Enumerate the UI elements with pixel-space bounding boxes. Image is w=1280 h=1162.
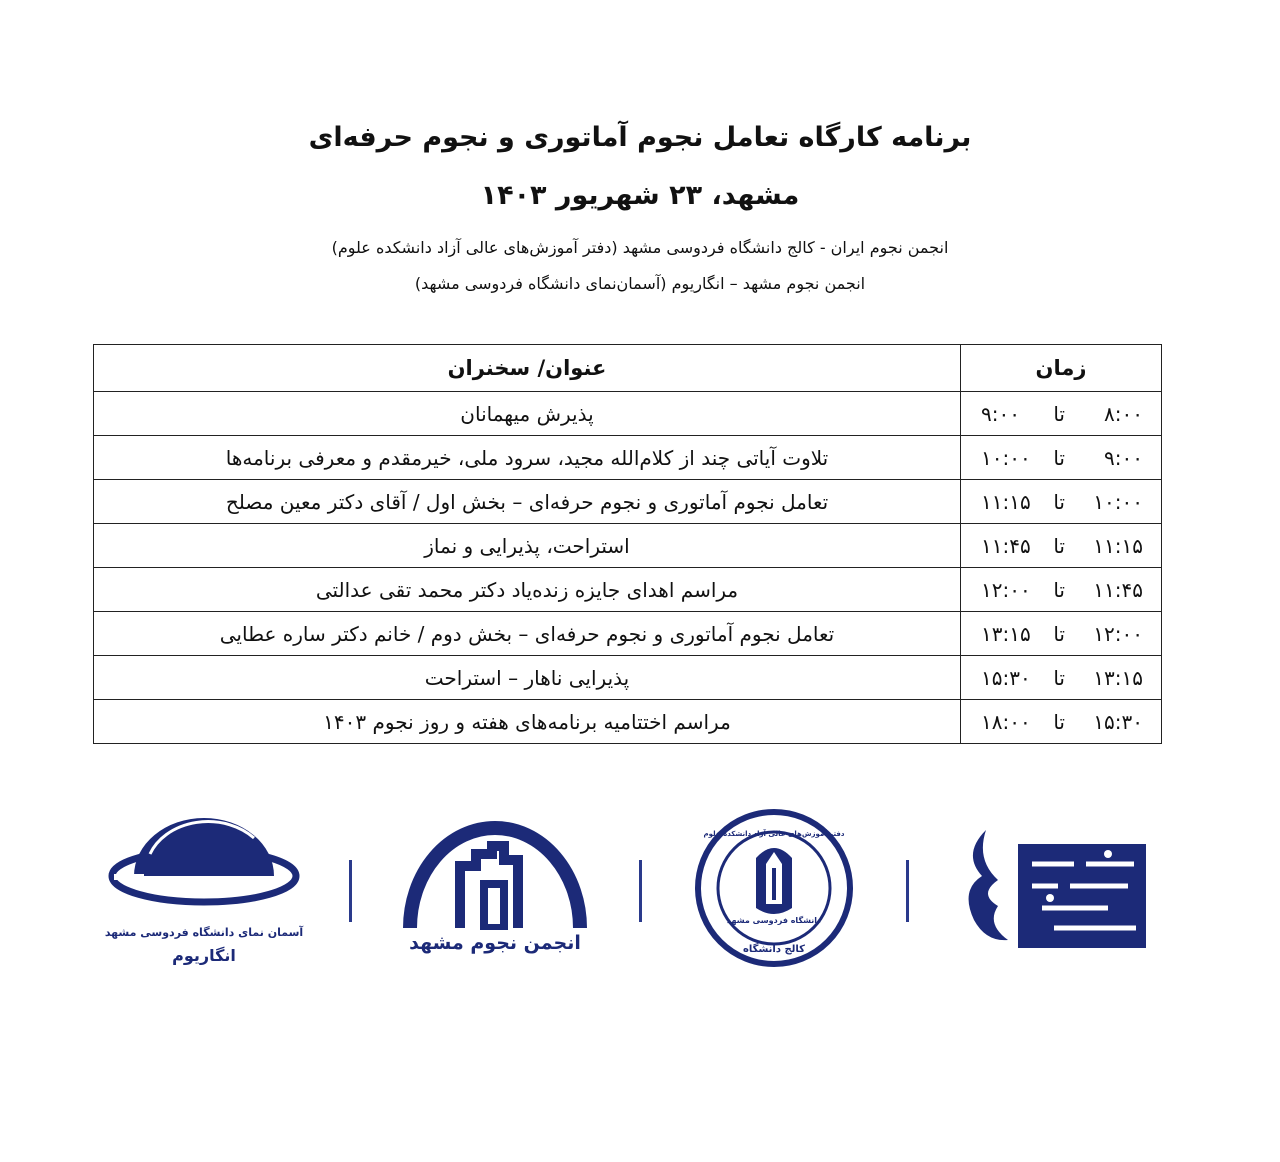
angarium-caption-line-1: آسمان نمای دانشگاه فردوسی مشهد [104,926,304,939]
time-cell [961,524,1162,568]
session-title: تعامل نجوم آماتوری و نجوم حرفه‌ای – بخش اول / آقای دکتر معین مصلح [94,480,961,524]
time-cell [961,612,1162,656]
time-column-header: زمان [961,345,1162,392]
angarium-caption-line-2: انگاریوم [172,946,236,965]
table-row [94,568,1162,612]
table-row [94,700,1162,744]
time-separator: تا [1053,665,1065,690]
table-row [94,524,1162,568]
end-time: ۹:۰۰ [981,401,1020,426]
end-time: ۱۵:۳۰ [981,665,1031,690]
college-seal-center: دانشگاه فردوسی مشهد [726,916,822,925]
iran-society-caption: انجمن نجوم ایران [1049,958,1059,959]
organizers-line-1: انجمن نجوم ایران - کالج دانشگاه فردوسی مشهد (دفتر آموزش‌های عالی آزاد دانشکده علوم) [331,238,949,257]
time-separator: تا [1053,621,1065,646]
start-time: ۱۲:۰۰ [1093,621,1143,646]
mashhad-astronomy-society-logo [400,820,590,960]
time-cell [961,568,1162,612]
sponsor-logos [0,800,1280,990]
logo-divider [906,860,909,922]
iran-astronomy-society-logo [958,824,1152,959]
table-row [94,480,1162,524]
observatory-arch-icon [400,820,590,930]
session-title: پذیرایی ناهار – استراحت [94,656,961,700]
time-separator: تا [1053,577,1065,602]
end-time: ۱۰:۰۰ [981,445,1031,470]
time-separator: تا [1053,533,1065,558]
table-row [94,612,1162,656]
college-seal-logo [694,808,854,968]
session-title: مراسم اختتامیه برنامه‌های هفته و روز نجوم ۱۴۰۳ [94,700,961,744]
logo-divider [639,860,642,922]
college-seal-ring-top: دفتر آموزش‌های عالی آزاد دانشکده علوم [703,830,845,838]
time-separator: تا [1053,401,1065,426]
program-table [93,344,1162,744]
start-time: ۱۵:۳۰ [1093,709,1143,734]
calligraphy-emblem-icon [958,824,1152,954]
table-row [94,436,1162,480]
session-title: تعامل نجوم آماتوری و نجوم حرفه‌ای – بخش دوم / خانم دکتر ساره عطایی [94,612,961,656]
organizers-line-2: انجمن نجوم مشهد – انگاریوم (آسمان‌نمای دانشگاه فردوسی مشهد) [414,274,866,293]
event-date-location: مشهد، ۲۳ شهریور ۱۴۰۳ [480,180,800,211]
session-title: پذیرش میهمانان [94,392,961,436]
end-time: ۱۱:۱۵ [981,489,1031,514]
logo-divider [349,860,352,922]
mashhad-society-caption: انجمن نجوم مشهد [409,932,581,954]
start-time: ۸:۰۰ [1104,401,1143,426]
session-title: تلاوت آیاتی چند از کلام‌الله مجید، سرود ملی، خیرمقدم و معرفی برنامه‌ها [94,436,961,480]
end-time: ۱۳:۱۵ [981,621,1031,646]
time-cell [961,480,1162,524]
planetarium-dome-icon [104,814,304,924]
start-time: ۱۱:۱۵ [1093,533,1143,558]
start-time: ۹:۰۰ [1104,445,1143,470]
session-title: استراحت، پذیرایی و نماز [94,524,961,568]
end-time: ۱۸:۰۰ [981,709,1031,734]
table-header-row [94,345,1162,392]
session-title: مراسم اهدای جایزه زنده‌یاد دکتر محمد تقی عدالتی [94,568,961,612]
college-seal-ring-bottom: کالج دانشگاه [743,944,805,955]
time-separator: تا [1053,709,1065,734]
start-time: ۱۳:۱۵ [1093,665,1143,690]
time-cell [961,392,1162,436]
table-row [94,656,1162,700]
end-time: ۱۱:۴۵ [981,533,1031,558]
page-title: برنامه کارگاه تعامل نجوم آماتوری و نجوم حرفه‌ای [308,122,972,153]
end-time: ۱۲:۰۰ [981,577,1031,602]
time-separator: تا [1053,489,1065,514]
start-time: ۱۱:۴۵ [1093,577,1143,602]
time-cell [961,656,1162,700]
start-time: ۱۰:۰۰ [1093,489,1143,514]
table-row [94,392,1162,436]
angarium-logo [104,814,304,974]
time-separator: تا [1053,445,1065,470]
title-column-header: عنوان/ سخنران [94,345,961,392]
time-cell [961,436,1162,480]
time-cell [961,700,1162,744]
